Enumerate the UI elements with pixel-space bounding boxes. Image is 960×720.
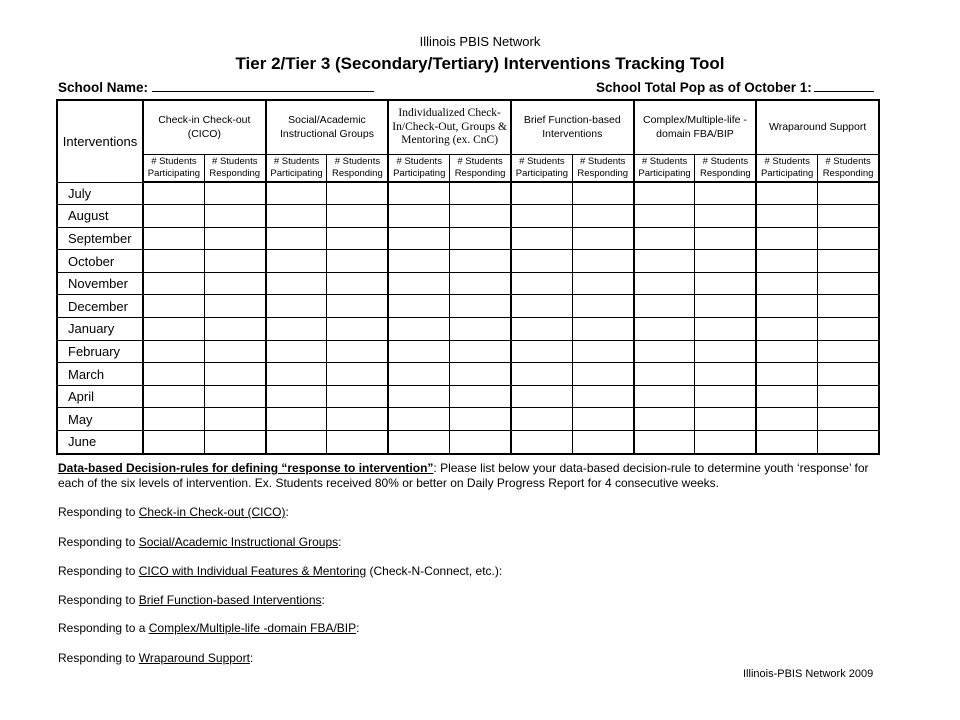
- responding-intervention-name: Brief Function-based Interventions: [138, 593, 322, 607]
- entry-cell[interactable]: [695, 385, 756, 408]
- responding-prefix: Responding to: [58, 535, 139, 549]
- responding-line: [58, 593, 325, 607]
- entry-cell[interactable]: [388, 363, 449, 386]
- entry-cell[interactable]: [756, 385, 817, 408]
- entry-cell[interactable]: [756, 250, 817, 273]
- school-pop-label: School Total Pop as of October 1:: [596, 80, 812, 95]
- entry-cell[interactable]: [266, 408, 327, 431]
- responding-intervention-name: Social/Academic Instructional Groups: [138, 535, 339, 549]
- entry-cell[interactable]: [266, 227, 327, 250]
- entry-cell[interactable]: [756, 431, 817, 454]
- entry-cell[interactable]: [143, 250, 204, 273]
- entry-cell[interactable]: [756, 272, 817, 295]
- month-label: December: [57, 295, 143, 318]
- entry-cell[interactable]: [266, 385, 327, 408]
- entry-cell[interactable]: [511, 385, 572, 408]
- entry-cell[interactable]: [572, 363, 633, 386]
- school-pop-blank[interactable]: [814, 79, 874, 92]
- entry-cell[interactable]: [388, 182, 449, 205]
- entry-cell[interactable]: [450, 250, 511, 273]
- entry-cell[interactable]: [327, 272, 388, 295]
- entry-cell[interactable]: [634, 340, 695, 363]
- entry-cell[interactable]: [818, 318, 879, 341]
- month-row: [57, 272, 879, 295]
- entry-cell[interactable]: [511, 340, 572, 363]
- responding-line: [58, 505, 289, 519]
- entry-cell[interactable]: [450, 295, 511, 318]
- intervention-group-header: Social/Academic Instructional Groups: [266, 100, 389, 155]
- entry-cell[interactable]: [266, 318, 327, 341]
- month-label: June: [57, 431, 143, 454]
- entry-cell[interactable]: [204, 385, 265, 408]
- month-row: [57, 385, 879, 408]
- month-label: April: [57, 385, 143, 408]
- month-label: March: [57, 363, 143, 386]
- intervention-group-header: Brief Function-based Interventions: [511, 100, 634, 155]
- entry-cell[interactable]: [756, 295, 817, 318]
- responding-intervention-name: Wraparound Support: [138, 651, 250, 665]
- month-row: [57, 431, 879, 454]
- responding-prefix: Responding to a: [58, 621, 149, 635]
- entry-cell[interactable]: [818, 408, 879, 431]
- intervention-group-header: Complex/Multiple-life - domain FBA/BIP: [634, 100, 757, 155]
- month-label: October: [57, 250, 143, 273]
- students-participating-header: # Students Participating: [266, 155, 327, 183]
- entry-cell[interactable]: [572, 295, 633, 318]
- entry-cell[interactable]: [695, 318, 756, 341]
- entry-cell[interactable]: [266, 182, 327, 205]
- entry-cell[interactable]: [572, 227, 633, 250]
- month-rows: [57, 182, 879, 454]
- entry-cell[interactable]: [266, 205, 327, 228]
- entry-cell[interactable]: [204, 431, 265, 454]
- responding-prefix: Responding to: [58, 564, 139, 578]
- entry-cell[interactable]: [204, 363, 265, 386]
- entry-cell[interactable]: [327, 363, 388, 386]
- entry-cell[interactable]: [450, 363, 511, 386]
- students-responding-header: # Students Responding: [695, 155, 756, 183]
- footer-credit: Illinois-PBIS Network 2009: [743, 668, 874, 680]
- entry-cell[interactable]: [388, 295, 449, 318]
- entry-cell[interactable]: [327, 295, 388, 318]
- entry-cell[interactable]: [818, 272, 879, 295]
- month-row: [57, 182, 879, 205]
- entry-cell[interactable]: [634, 272, 695, 295]
- entry-cell[interactable]: [634, 431, 695, 454]
- entry-cell[interactable]: [818, 182, 879, 205]
- entry-cell[interactable]: [634, 363, 695, 386]
- entry-cell[interactable]: [450, 205, 511, 228]
- month-row: [57, 363, 879, 386]
- school-pop-field: [596, 79, 874, 95]
- responding-suffix: :: [285, 505, 289, 519]
- entry-cell[interactable]: [695, 227, 756, 250]
- entry-cell[interactable]: [327, 385, 388, 408]
- month-label: August: [57, 205, 143, 228]
- month-row: [57, 250, 879, 273]
- entry-cell[interactable]: [695, 363, 756, 386]
- entry-cell[interactable]: [266, 250, 327, 273]
- school-name-field: [58, 79, 374, 95]
- entry-cell[interactable]: [143, 227, 204, 250]
- entry-cell[interactable]: [511, 408, 572, 431]
- entry-cell[interactable]: [572, 408, 633, 431]
- entry-cell[interactable]: [143, 363, 204, 386]
- students-participating-header: # Students Participating: [388, 155, 449, 183]
- responding-suffix: :: [321, 593, 325, 607]
- responding-line: [58, 535, 342, 549]
- entry-cell[interactable]: [143, 272, 204, 295]
- entry-cell[interactable]: [388, 340, 449, 363]
- entry-cell[interactable]: [511, 295, 572, 318]
- entry-cell[interactable]: [143, 431, 204, 454]
- entry-cell[interactable]: [450, 272, 511, 295]
- responding-suffix: :: [356, 621, 360, 635]
- entry-cell[interactable]: [511, 227, 572, 250]
- entry-cell[interactable]: [388, 318, 449, 341]
- entry-cell[interactable]: [450, 182, 511, 205]
- entry-cell[interactable]: [388, 431, 449, 454]
- entry-cell[interactable]: [204, 408, 265, 431]
- students-responding-header: # Students Responding: [450, 155, 511, 183]
- students-participating-header: # Students Participating: [511, 155, 572, 183]
- entry-cell[interactable]: [756, 227, 817, 250]
- entry-cell[interactable]: [511, 272, 572, 295]
- entry-cell[interactable]: [818, 340, 879, 363]
- entry-cell[interactable]: [450, 318, 511, 341]
- entry-cell[interactable]: [572, 340, 633, 363]
- entry-cell[interactable]: [756, 408, 817, 431]
- entry-cell[interactable]: [388, 385, 449, 408]
- students-responding-header: # Students Responding: [204, 155, 265, 183]
- entry-cell[interactable]: [143, 385, 204, 408]
- entry-cell[interactable]: [634, 385, 695, 408]
- entry-cell[interactable]: [756, 340, 817, 363]
- students-responding-header: # Students Responding: [818, 155, 879, 183]
- entry-cell[interactable]: [450, 408, 511, 431]
- responding-intervention-name: Check-in Check-out (CICO): [138, 505, 286, 519]
- entry-cell[interactable]: [756, 205, 817, 228]
- entry-cell[interactable]: [572, 205, 633, 228]
- decision-rules: [58, 461, 888, 491]
- entry-cell[interactable]: [388, 205, 449, 228]
- entry-cell[interactable]: [695, 408, 756, 431]
- responding-suffix: :: [249, 651, 254, 665]
- entry-cell[interactable]: [511, 182, 572, 205]
- entry-cell[interactable]: [634, 250, 695, 273]
- entry-cell[interactable]: [634, 227, 695, 250]
- page-title: Tier 2/Tier 3 (Secondary/Tertiary) Interventions Tracking Tool: [235, 54, 725, 73]
- entry-cell[interactable]: [756, 182, 817, 205]
- entry-cell[interactable]: [511, 363, 572, 386]
- entry-cell[interactable]: [204, 295, 265, 318]
- decision-rules-text: : Please list below your data-based decision-rule to determine youth ‘response’ for each of the six levels of intervention. Ex. Students received 80% or better on Daily Progress Report for 4 consecutive weeks.: [58, 461, 869, 490]
- interventions-header: Interventions: [57, 100, 143, 182]
- entry-cell[interactable]: [204, 318, 265, 341]
- responding-prefix: Responding to: [58, 593, 139, 607]
- entry-cell[interactable]: [572, 182, 633, 205]
- school-name-blank[interactable]: [152, 79, 374, 92]
- entry-cell[interactable]: [388, 250, 449, 273]
- entry-cell[interactable]: [327, 340, 388, 363]
- responding-prefix: Responding to: [58, 505, 139, 519]
- entry-cell[interactable]: [327, 205, 388, 228]
- month-label: July: [57, 182, 143, 205]
- students-participating-header: # Students Participating: [143, 155, 204, 183]
- entry-cell[interactable]: [695, 295, 756, 318]
- responding-line: [58, 621, 359, 635]
- month-label: September: [57, 227, 143, 250]
- entry-cell[interactable]: [143, 318, 204, 341]
- month-row: [57, 318, 879, 341]
- month-row: [57, 295, 879, 318]
- entry-cell[interactable]: [450, 340, 511, 363]
- entry-cell[interactable]: [634, 182, 695, 205]
- students-responding-header: # Students Responding: [572, 155, 633, 183]
- responding-line: [58, 564, 502, 578]
- entry-cell[interactable]: [818, 250, 879, 273]
- entry-cell[interactable]: [511, 318, 572, 341]
- entry-cell[interactable]: [143, 408, 204, 431]
- entry-cell[interactable]: [634, 205, 695, 228]
- entry-cell[interactable]: [511, 205, 572, 228]
- entry-cell[interactable]: [572, 250, 633, 273]
- month-label: February: [57, 340, 143, 363]
- entry-cell[interactable]: [266, 340, 327, 363]
- entry-cell[interactable]: [143, 182, 204, 205]
- entry-cell[interactable]: [634, 408, 695, 431]
- entry-cell[interactable]: [327, 227, 388, 250]
- responding-intervention-name: Complex/Multiple-life -domain FBA/BIP: [148, 621, 357, 635]
- month-row: [57, 227, 879, 250]
- entry-cell[interactable]: [204, 227, 265, 250]
- responding-prefix: Responding to: [58, 651, 139, 665]
- entry-cell[interactable]: [818, 227, 879, 250]
- entry-cell[interactable]: [327, 318, 388, 341]
- entry-cell[interactable]: [388, 272, 449, 295]
- intervention-group-header: Wraparound Support: [756, 100, 879, 155]
- entry-cell[interactable]: [266, 363, 327, 386]
- entry-cell[interactable]: [572, 385, 633, 408]
- entry-cell[interactable]: [511, 250, 572, 273]
- entry-cell[interactable]: [572, 318, 633, 341]
- entry-cell[interactable]: [143, 295, 204, 318]
- students-participating-header: # Students Participating: [756, 155, 817, 183]
- entry-cell[interactable]: [143, 340, 204, 363]
- entry-cell[interactable]: [450, 431, 511, 454]
- entry-cell[interactable]: [818, 295, 879, 318]
- entry-cell[interactable]: [695, 205, 756, 228]
- entry-cell[interactable]: [204, 205, 265, 228]
- entry-cell[interactable]: [266, 272, 327, 295]
- entry-cell[interactable]: [572, 272, 633, 295]
- month-row: [57, 205, 879, 228]
- month-row: [57, 340, 879, 363]
- entry-cell[interactable]: [266, 431, 327, 454]
- entry-cell[interactable]: [695, 272, 756, 295]
- intervention-group-header: Individualized Check-In/Check-Out, Groups & Mentoring (ex. CnC): [388, 100, 511, 155]
- entry-cell[interactable]: [204, 250, 265, 273]
- month-label: November: [57, 272, 143, 295]
- intervention-group-header: Check-in Check-out (CICO): [143, 100, 266, 155]
- org-name: Illinois PBIS Network: [419, 34, 541, 49]
- responding-intervention-name: CICO with Individual Features & Mentoring: [138, 564, 367, 578]
- entry-cell[interactable]: [327, 250, 388, 273]
- responding-line: [58, 651, 253, 665]
- month-row: [57, 408, 879, 431]
- entry-cell[interactable]: [143, 205, 204, 228]
- entry-cell[interactable]: [388, 227, 449, 250]
- entry-cell[interactable]: [756, 318, 817, 341]
- school-name-label: School Name:: [58, 80, 149, 95]
- entry-cell[interactable]: [388, 408, 449, 431]
- tracking-table: [56, 99, 880, 455]
- sub-header-row: [57, 155, 879, 183]
- responding-suffix: (Check-N-Connect, etc.):: [366, 564, 503, 578]
- entry-cell[interactable]: [266, 295, 327, 318]
- entry-cell[interactable]: [327, 182, 388, 205]
- students-responding-header: # Students Responding: [327, 155, 388, 183]
- entry-cell[interactable]: [695, 250, 756, 273]
- entry-cell[interactable]: [695, 340, 756, 363]
- entry-cell[interactable]: [818, 431, 879, 454]
- month-label: May: [57, 408, 143, 431]
- entry-cell[interactable]: [818, 385, 879, 408]
- entry-cell[interactable]: [327, 408, 388, 431]
- entry-cell[interactable]: [634, 318, 695, 341]
- entry-cell[interactable]: [695, 182, 756, 205]
- entry-cell[interactable]: [204, 340, 265, 363]
- entry-cell[interactable]: [204, 272, 265, 295]
- entry-cell[interactable]: [818, 205, 879, 228]
- entry-cell[interactable]: [695, 431, 756, 454]
- entry-cell[interactable]: [756, 363, 817, 386]
- entry-cell[interactable]: [634, 295, 695, 318]
- entry-cell[interactable]: [572, 431, 633, 454]
- group-header-row: [57, 100, 879, 155]
- month-label: January: [57, 318, 143, 341]
- decision-rules-heading: Data-based Decision-rules for defining “response to intervention”: [58, 461, 434, 475]
- entry-cell[interactable]: [327, 431, 388, 454]
- entry-cell[interactable]: [511, 431, 572, 454]
- entry-cell[interactable]: [204, 182, 265, 205]
- entry-cell[interactable]: [450, 227, 511, 250]
- entry-cell[interactable]: [450, 385, 511, 408]
- entry-cell[interactable]: [818, 363, 879, 386]
- responding-suffix: :: [338, 535, 342, 549]
- students-participating-header: # Students Participating: [634, 155, 695, 183]
